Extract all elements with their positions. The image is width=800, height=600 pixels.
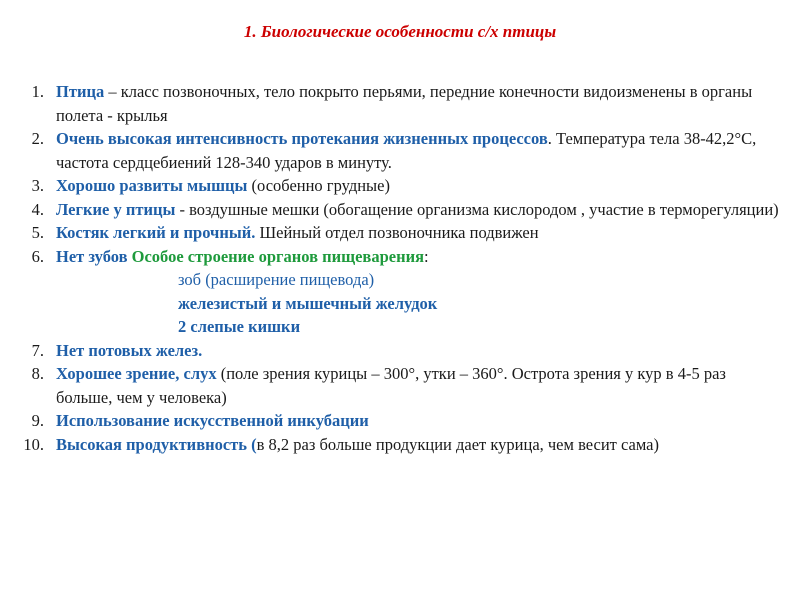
- item-number: 8.: [31, 364, 44, 383]
- item-term: Легкие у птицы: [56, 199, 176, 219]
- item-term: Хорошее зрение, слух: [56, 364, 217, 383]
- item-number: 5.: [31, 223, 44, 242]
- item-text: . Температура тела 38-42,2°С, частота сердцебиений 128-340 ударов в минуту.: [56, 129, 757, 172]
- item-text: - воздушные мешки (обогащение организма кислородом , участие в терморегуляции): [175, 199, 779, 219]
- item-term: Использование искусственной инкубации: [56, 411, 369, 430]
- item-text: – класс позвоночных, тело покрыто перьями, передние конечности видоизменены в органы полета - крылья: [56, 82, 753, 125]
- item-term: Птица: [56, 82, 105, 101]
- item-number: 9.: [31, 411, 44, 430]
- item-number: 6.: [31, 246, 44, 266]
- sub-item: железистый и мышечный желудок: [178, 293, 438, 313]
- item-text: в 8,2 раз больше продукции дает курица, чем весит сама): [256, 434, 659, 454]
- list-item: [12, 80, 780, 127]
- item-term: Нет потовых желез.: [56, 340, 203, 360]
- item-number: 4.: [31, 199, 44, 219]
- sub-item: 2 слепые кишки: [178, 317, 301, 336]
- sub-item: зоб (расширение пищевода): [178, 270, 375, 289]
- item-number: 2.: [31, 129, 44, 148]
- list-item: [12, 174, 780, 198]
- item-term: Хорошо развиты мышцы: [56, 176, 248, 195]
- item-highlight: Особое строение органов пищеварения: [127, 246, 425, 266]
- list-item: [12, 127, 780, 174]
- list-item: [12, 362, 780, 409]
- item-number: 7.: [31, 340, 44, 360]
- item-term: Нет зубов: [56, 246, 128, 266]
- item-text: :: [424, 246, 429, 266]
- numbered-list: [12, 80, 780, 456]
- item-text: Шейный отдел позвоночника подвижен: [255, 223, 539, 242]
- list-item: [12, 221, 780, 245]
- item-number: 10.: [23, 434, 44, 454]
- item-number: 1.: [31, 82, 44, 101]
- item-text: (особенно грудные): [247, 176, 390, 195]
- list-item: [12, 198, 780, 222]
- item-term: Высокая продуктивность (: [56, 434, 257, 454]
- list-item: [12, 245, 780, 269]
- list-item: [12, 409, 780, 433]
- list-item: [12, 433, 780, 457]
- item-text: (поле зрения курицы – 300°, утки – 360°. Острота зрения у кур в 4-5 раз больше, чем у человека): [56, 364, 726, 407]
- item-term: Костяк легкий и прочный.: [56, 223, 256, 242]
- item-term: Очень высокая интенсивность протекания жизненных процессов: [56, 129, 548, 148]
- list-item: [12, 339, 780, 363]
- item-number: 3.: [31, 176, 44, 195]
- slide-title: 1. Биологические особенности с/х птицы: [243, 22, 557, 41]
